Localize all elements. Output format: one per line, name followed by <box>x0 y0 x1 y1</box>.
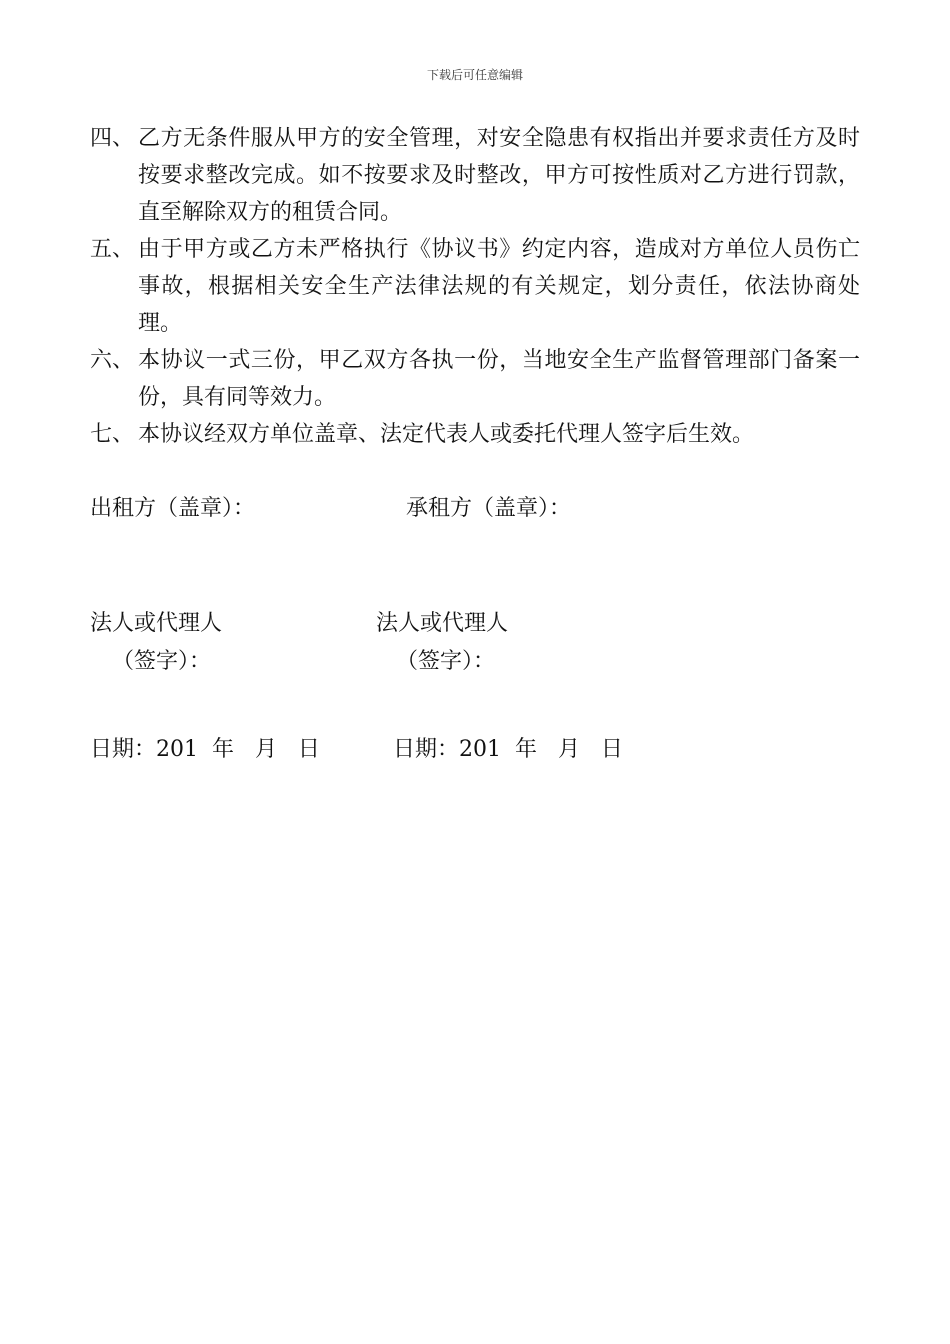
clause-list <box>90 120 860 453</box>
lessor-signature-label: （签字）： <box>112 649 212 674</box>
clause-number: 七、 <box>90 422 135 447</box>
clause-text: 由于甲方或乙方未严格执行《协议书》约定内容，造成对方单位人员伤亡事故，根据相关安全生产法律法规的有关规定，划分责任，依法协商处理。 <box>138 237 860 336</box>
header-note: 下载后可任意编辑 <box>426 68 523 82</box>
lessor-date-label: 日期：201 年 月 日 <box>90 737 320 762</box>
clause-6 <box>90 342 860 416</box>
clause-number: 五、 <box>90 237 135 262</box>
clause-number: 四、 <box>90 126 135 151</box>
lessee-signature-label: （签字）： <box>396 649 496 674</box>
lessee-seal-label: 承租方（盖章）： <box>406 496 572 521</box>
lessee-date-label: 日期：201 年 月 日 <box>393 737 623 762</box>
lessor-representative-label: 法人或代理人 <box>90 611 223 636</box>
lessor-seal-label: 出租方（盖章）： <box>90 496 256 521</box>
lessee-representative-label: 法人或代理人 <box>376 611 509 636</box>
clause-text: 本协议经双方单位盖章、法定代表人或委托代理人签字后生效。 <box>138 422 755 447</box>
clause-text: 乙方无条件服从甲方的安全管理，对安全隐患有权指出并要求责任方及时按要求整改完成。如不按要求及时整改，甲方可按性质对乙方进行罚款，直至解除双方的租赁合同。 <box>138 126 860 225</box>
clause-text: 本协议一式三份，甲乙双方各执一份，当地安全生产监督管理部门备案一份，具有同等效力。 <box>138 348 860 410</box>
clause-7 <box>90 416 860 453</box>
clause-5 <box>90 231 860 342</box>
clause-4 <box>90 120 860 231</box>
clause-number: 六、 <box>90 348 135 373</box>
